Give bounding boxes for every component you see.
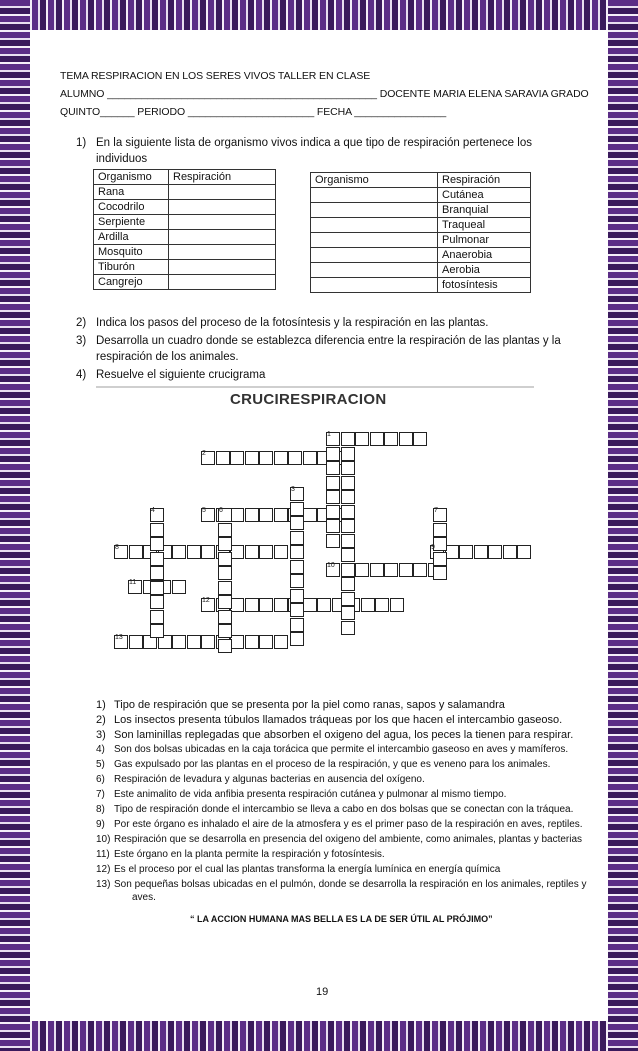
crossword-cell[interactable]: [290, 560, 304, 574]
crossword-cell[interactable]: [259, 635, 273, 649]
decorative-border-top: [0, 0, 638, 30]
crossword-cell[interactable]: [150, 581, 164, 595]
motto: “ LA ACCION HUMANA MAS BELLA ES LA DE SER ÚTIL AL PRÓJIMO”: [190, 914, 493, 924]
clue-item: [96, 743, 596, 757]
clue-item: [96, 848, 596, 862]
clue-text: Este órgano en la planta permite la respiración y fotosíntesis.: [114, 849, 385, 860]
crossword-cell[interactable]: [341, 432, 355, 446]
crossword-cell[interactable]: [201, 545, 215, 559]
clue-number: 1): [96, 699, 106, 711]
crossword-number: 7: [434, 507, 438, 514]
header-topic: TEMA RESPIRACION EN LOS SERES VIVOS TALLER EN CLASE: [60, 70, 371, 82]
table-header: Organismo: [311, 173, 438, 188]
crossword-number: 11: [129, 579, 137, 586]
question-3-cont: respiración de los animales.: [96, 351, 239, 363]
table-row: Traqueal: [311, 218, 531, 233]
crossword-cell[interactable]: [326, 519, 340, 533]
table-row: Pulmonar: [311, 233, 531, 248]
clue-item: [96, 803, 596, 817]
crossword-cell[interactable]: [290, 589, 304, 603]
crossword-cell[interactable]: [341, 592, 355, 606]
clue-number: 2): [96, 714, 106, 726]
crossword-cell[interactable]: [413, 563, 427, 577]
crossword-cell[interactable]: [150, 523, 164, 537]
clue-item: [96, 878, 596, 892]
crossword-cell[interactable]: [341, 563, 355, 577]
crossword-cell[interactable]: [218, 624, 232, 638]
crossword-cell[interactable]: [150, 595, 164, 609]
crossword-cell[interactable]: [290, 531, 304, 545]
answer-cell[interactable]: [311, 203, 438, 218]
crossword-cell[interactable]: [245, 598, 259, 612]
clue-number: 10): [96, 834, 111, 845]
table-row: Branquial: [311, 203, 531, 218]
crossword-cell[interactable]: [230, 635, 244, 649]
clue-item: [96, 728, 596, 742]
answer-cell[interactable]: [311, 233, 438, 248]
clue-text: aves.: [132, 892, 156, 903]
question-text: En la siguiente lista de organismo vivos indica a que tipo de respiración pertenece los: [96, 137, 532, 149]
clue-item: [96, 773, 596, 787]
crossword-cell[interactable]: [399, 563, 413, 577]
clue-text: Este animalito de vida anfibia presenta respiración cutánea y pulmonar al mismo tiempo.: [114, 789, 507, 800]
crossword-cell[interactable]: [317, 598, 331, 612]
table-row: Mosquito: [94, 245, 276, 260]
clue-text: Gas expulsado por las plantas en el proceso de la respiración, y que es veneno para los animales.: [114, 759, 551, 770]
crossword-cell[interactable]: [218, 523, 232, 537]
crossword-cell[interactable]: [216, 451, 230, 465]
crossword-cell[interactable]: [290, 574, 304, 588]
crossword-cell[interactable]: [433, 552, 447, 566]
clue-text: Son laminillas replegadas que absorben el oxigeno del agua, los peces la tienen para respirar.: [114, 729, 574, 741]
crossword-cell[interactable]: [370, 563, 384, 577]
clue-text: Tipo de respiración donde el intercambio se lleva a cabo en dos bolsas que se conectan con la tráquea.: [114, 804, 574, 815]
question-4: 4) Resuelve el siguiente crucigrama: [76, 369, 266, 381]
table-row: Cutánea: [311, 188, 531, 203]
crossword-cell[interactable]: [303, 598, 317, 612]
crossword-cell[interactable]: [341, 461, 355, 475]
clue-number: 5): [96, 759, 105, 770]
crossword-cell[interactable]: [274, 508, 288, 522]
crossword-cell[interactable]: [341, 505, 355, 519]
answer-cell[interactable]: [311, 218, 438, 233]
crossword-number: 6: [219, 507, 223, 514]
crossword-cell[interactable]: [218, 552, 232, 566]
table-header: Respiración: [438, 173, 531, 188]
clue-number: 6): [96, 774, 105, 785]
table-row: fotosíntesis: [311, 278, 531, 293]
table-row: Anaerobia: [311, 248, 531, 263]
crossword-cell[interactable]: [290, 516, 304, 530]
crossword-cell[interactable]: [230, 451, 244, 465]
crossword-cell[interactable]: [355, 563, 369, 577]
clue-text: Son pequeñas bolsas ubicadas en el pulmón, donde se desarrolla la respiración en los animales, reptiles y: [114, 879, 587, 890]
crossword-number: 4: [151, 507, 155, 514]
clue-text: Respiración que se desarrolla en presencia del oxigeno del ambiente, como animales, plantas y bacterias: [114, 834, 583, 845]
crossword-number: 3: [291, 486, 295, 493]
crossword-cell[interactable]: [375, 598, 389, 612]
crossword-cell[interactable]: [218, 581, 232, 595]
crossword-cell[interactable]: [218, 610, 232, 624]
crossword-cell[interactable]: [187, 635, 201, 649]
clue-text: Tipo de respiración que se presenta por la piel como ranas, sapos y salamandra: [114, 699, 505, 711]
crossword-cell[interactable]: [274, 598, 288, 612]
crossword-cell[interactable]: [341, 577, 355, 591]
clue-number: 12): [96, 864, 111, 875]
answer-cell[interactable]: [169, 230, 276, 245]
clue-text: Es el proceso por el cual las plantas transforma la energía lumínica en energía química: [114, 864, 501, 875]
crossword-cell[interactable]: [230, 508, 244, 522]
crossword-cell[interactable]: [326, 447, 340, 461]
clue-item: [96, 833, 596, 847]
crossword-cell[interactable]: [390, 598, 404, 612]
clue-item: [96, 698, 596, 712]
crossword-number: 2: [202, 450, 206, 457]
clue-text: Respiración de levadura y algunas bacterias en ausencia del oxígeno.: [114, 774, 425, 785]
crossword-cell[interactable]: [288, 451, 302, 465]
crossword-title: CRUCIRESPIRACION: [230, 391, 387, 408]
crossword-cell[interactable]: [150, 566, 164, 580]
clue-item: [96, 863, 596, 877]
table-header: Organismo: [94, 170, 169, 185]
answer-cell[interactable]: [169, 200, 276, 215]
answer-cell[interactable]: [311, 278, 438, 293]
question-1-cont: individuos: [96, 153, 148, 165]
crossword-cell[interactable]: [259, 598, 273, 612]
crossword-cell[interactable]: [274, 545, 288, 559]
answer-cell[interactable]: [169, 185, 276, 200]
crossword-cell[interactable]: [218, 639, 232, 653]
clue-number: 13): [96, 879, 111, 890]
respiration-table: [310, 172, 531, 293]
crossword-cell[interactable]: [326, 534, 340, 548]
clue-number: 7): [96, 789, 105, 800]
crossword-cell[interactable]: [259, 508, 273, 522]
crossword-number: 5: [202, 507, 206, 514]
crossword-cell[interactable]: [459, 545, 473, 559]
crossword-cell[interactable]: [303, 451, 317, 465]
crossword-cell[interactable]: [326, 490, 340, 504]
crossword-cell[interactable]: [259, 545, 273, 559]
crossword-cell[interactable]: [290, 603, 304, 617]
crossword-cell[interactable]: [326, 461, 340, 475]
clue-item: [96, 818, 596, 832]
divider: [96, 386, 534, 388]
crossword-cell[interactable]: [172, 545, 186, 559]
table-row: Aerobia: [311, 263, 531, 278]
crossword-cell[interactable]: [341, 519, 355, 533]
crossword-cell[interactable]: [341, 534, 355, 548]
crossword-cell[interactable]: [341, 447, 355, 461]
answer-cell[interactable]: [169, 260, 276, 275]
crossword-cell[interactable]: [341, 548, 355, 562]
crossword-cell[interactable]: [341, 490, 355, 504]
crossword-cell[interactable]: [290, 618, 304, 632]
answer-cell[interactable]: [311, 263, 438, 278]
answer-cell[interactable]: [169, 245, 276, 260]
clue-text: Por este órgano es inhalado el aire de la atmosfera y es el primer paso de la respiración en aves, reptiles.: [114, 819, 583, 830]
crossword-cell[interactable]: [245, 635, 259, 649]
crossword-number: 8: [115, 544, 119, 551]
question-3: 3) Desarrolla un cuadro donde se establezca diferencia entre la respiración de las plantas y la: [76, 335, 561, 347]
crossword-cell[interactable]: [303, 508, 317, 522]
clue-number: 11): [96, 849, 110, 860]
clue-number: 9): [96, 819, 105, 830]
crossword-cell[interactable]: [274, 451, 288, 465]
clue-item: [96, 788, 596, 802]
crossword-cell[interactable]: [172, 580, 186, 594]
table-row: Rana: [94, 185, 276, 200]
crossword-cell[interactable]: [172, 635, 186, 649]
crossword-cell[interactable]: [290, 632, 304, 646]
question-2: 2) Indica los pasos del proceso de la fotosíntesis y la respiración en las plantas.: [76, 317, 489, 329]
crossword-cell[interactable]: [201, 635, 215, 649]
crossword-cell[interactable]: [150, 552, 164, 566]
crossword-cell[interactable]: [326, 476, 340, 490]
crossword-cell[interactable]: [433, 523, 447, 537]
crossword-cell[interactable]: [187, 545, 201, 559]
crossword-cell[interactable]: [488, 545, 502, 559]
crossword-cell[interactable]: [290, 502, 304, 516]
crossword-cell[interactable]: [150, 537, 164, 551]
question-number: 1): [76, 137, 87, 149]
crossword-cell[interactable]: [503, 545, 517, 559]
crossword-number: 12: [202, 597, 210, 604]
clue-item: [96, 713, 596, 727]
clue-text: Son dos bolsas ubicadas en la caja torácica que permite el intercambio gaseoso en aves y mamíferos.: [114, 744, 569, 755]
crossword-cell[interactable]: [355, 432, 369, 446]
crossword-cell[interactable]: [290, 545, 304, 559]
table-row: Serpiente: [94, 215, 276, 230]
clue-item: [96, 758, 596, 772]
crossword-cell[interactable]: [384, 432, 398, 446]
table-row: Tiburón: [94, 260, 276, 275]
header-grade-line: QUINTO______ PERIODO ______________________ FECHA ________________: [60, 106, 447, 118]
crossword-cell[interactable]: [433, 537, 447, 551]
crossword-cell[interactable]: [433, 566, 447, 580]
crossword-number: 10: [327, 562, 335, 569]
crossword-cell[interactable]: [384, 563, 398, 577]
crossword-cell[interactable]: [129, 635, 143, 649]
crossword-cell[interactable]: [218, 595, 232, 609]
clue-text: Los insectos presenta túbulos llamados tráqueas por los que hacen el intercambio gaseoso.: [114, 714, 563, 726]
answer-cell[interactable]: [311, 188, 438, 203]
organism-table: [93, 169, 276, 290]
crossword-cell[interactable]: [341, 476, 355, 490]
clue-number: 8): [96, 804, 105, 815]
crossword-cell[interactable]: [474, 545, 488, 559]
question-1: [76, 135, 532, 151]
crossword-cell[interactable]: [274, 635, 288, 649]
crossword-cell[interactable]: [361, 598, 375, 612]
crossword-cell[interactable]: [129, 545, 143, 559]
crossword-number: 9: [431, 544, 435, 551]
table-row: Cocodrilo: [94, 200, 276, 215]
crossword-cell[interactable]: [413, 432, 427, 446]
crossword-cell[interactable]: [341, 606, 355, 620]
crossword-cell[interactable]: [245, 508, 259, 522]
crossword-cell[interactable]: [326, 505, 340, 519]
header-student-line: ALUMNO _______________________________________________ DOCENTE MARIA ELENA SARAVIA GRADO: [60, 88, 589, 100]
answer-cell[interactable]: [169, 215, 276, 230]
decorative-border-left: [0, 0, 30, 1051]
crossword-cell[interactable]: [370, 432, 384, 446]
crossword-cell[interactable]: [517, 545, 531, 559]
crossword-cell[interactable]: [230, 598, 244, 612]
crossword-cell[interactable]: [218, 537, 232, 551]
crossword-number: 13: [115, 634, 123, 641]
page-number: 19: [316, 986, 329, 998]
answer-cell[interactable]: [169, 275, 276, 290]
crossword-cell[interactable]: [218, 566, 232, 580]
clue-number: 4): [96, 744, 105, 755]
clue-item: [114, 891, 614, 905]
crossword-cell[interactable]: [230, 545, 244, 559]
crossword-cell[interactable]: [341, 621, 355, 635]
crossword-cell[interactable]: [245, 451, 259, 465]
crossword-cell[interactable]: [150, 624, 164, 638]
crossword-cell[interactable]: [245, 545, 259, 559]
clue-number: 3): [96, 729, 106, 741]
decorative-border-bottom: [0, 1021, 638, 1051]
table-row: Ardilla: [94, 230, 276, 245]
answer-cell[interactable]: [311, 248, 438, 263]
crossword-cell[interactable]: [259, 451, 273, 465]
crossword-number: 1: [327, 431, 331, 438]
table-row: Cangrejo: [94, 275, 276, 290]
crossword-cell[interactable]: [150, 610, 164, 624]
crossword-cell[interactable]: [399, 432, 413, 446]
table-header: Respiración: [169, 170, 276, 185]
